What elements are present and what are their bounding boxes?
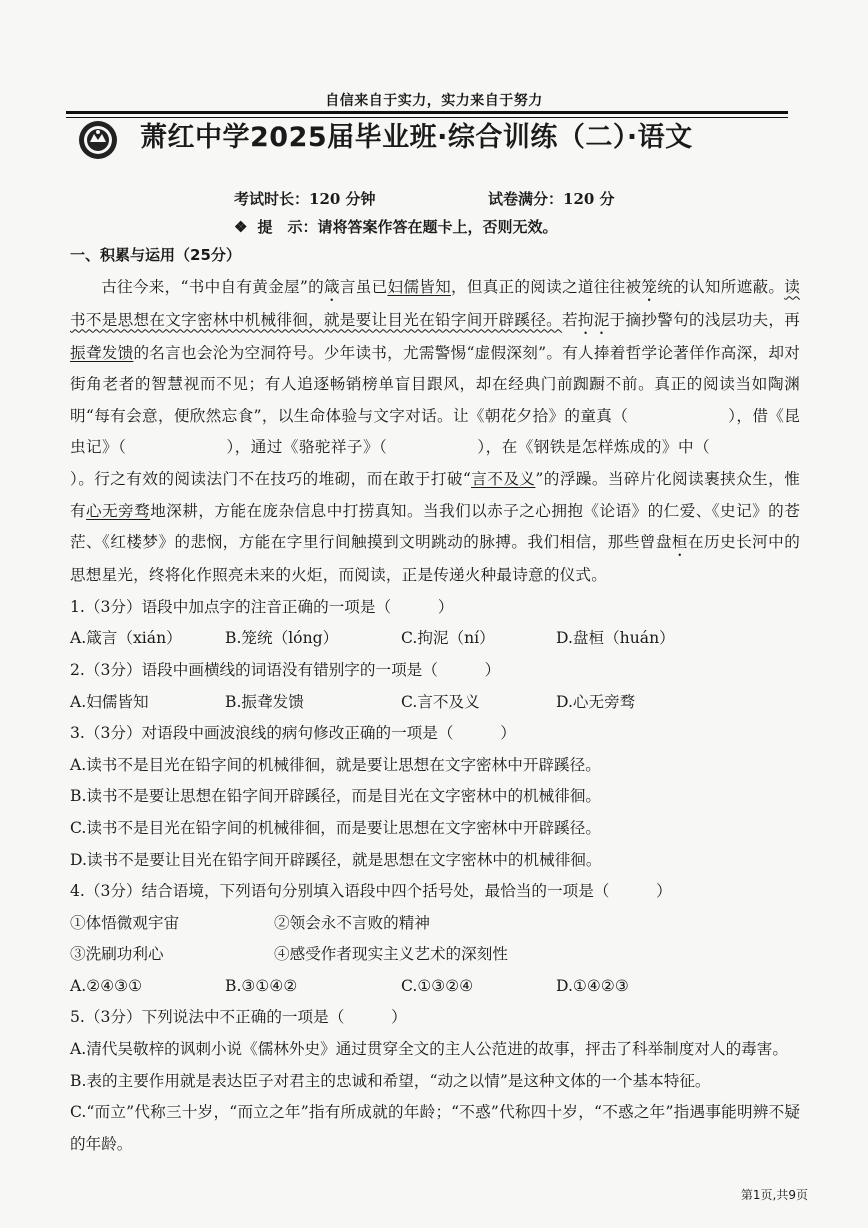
- question-4-options: [70, 971, 800, 1003]
- question-5-stem: 5.（3分）下列说法中不正确的一项是（ ）: [70, 1008, 407, 1027]
- option-a[interactable]: A.妇儒皆知: [70, 692, 149, 711]
- option-c[interactable]: C.“而立”代称三十岁，“而立之年”指有所成就的年龄；“不惑”代称四十岁，“不惑之年”指遇事能明辨不疑的年龄。: [70, 1103, 800, 1153]
- question-3-stem: 3.（3分）对语段中画波浪线的病句修改正确的一项是（ ）: [70, 724, 516, 743]
- option-d[interactable]: D.心无旁骛: [556, 692, 636, 711]
- school-emblem-icon: [78, 120, 118, 160]
- option-a[interactable]: A.箴言（xián）: [70, 629, 182, 648]
- dotted-char: 桓: [671, 533, 688, 552]
- reading-passage: 古往今来，“书中自有黄金屋”的箴言虽已妇儒皆知，但真正的阅读之道往往被笼统的认知所遮蔽。读书不是思想在文字密林中机械徘徊，就是要让目光在铅字间开辟蹊径。若拘泥于摘抄警句的浅层功夫，再振聋发馈的名言也会沦为空洞符号。少年读书，尤需警惕“虚假深刻”。有人捧着哲学论著佯作高深，却对街角老者的智慧视而不见；有人追逐畅销榜单盲目跟风，却在经典门前踟蹰不前。真正的阅读当如陶渊明“每有会意，便欣然忘食”，以生命体验与文字对话。让《朝花夕拾》的童真（ ），借《昆虫记》（ ），通过《骆驼祥子》（ ），在《钢铁是怎样炼成的》中（）。行之有效的阅读法门不在技巧的堆砌，而在敢于打破“言不及义”的浮躁。当碎片化阅读裹挟众生，惟有心无旁骛地深耕，方能在庞杂信息中打捞真知。当我们以赤子之心拥抱《论语》的仁爱、《史记》的苍茫、《红楼梦》的悲悯，方能在字里行间触摸到文明跳动的脉搏。我们相信，那些曾盘桓在历史长河中的思想星光，终将化作照亮未来的火炬，而阅读，正是传递火种最诗意的仪式。: [70, 277, 800, 585]
- answer-hint: [234, 216, 557, 237]
- option-c[interactable]: C.读书不是目光在铅字间的机械徘徊，而是要让思想在文字密林中开辟蹊径。: [70, 818, 601, 837]
- underlined-word: 振聋发馈: [70, 343, 134, 362]
- full-score: 试卷满分：120 分: [488, 190, 615, 208]
- exam-time: 考试时长：120 分钟: [234, 190, 376, 208]
- motto: 自信来自于实力，实力来自于努力: [325, 93, 543, 109]
- question-1-options: [70, 623, 800, 655]
- option-d[interactable]: D.①④②③: [556, 976, 629, 995]
- option-a[interactable]: A.读书不是目光在铅字间的机械徘徊，就是要让思想在文字密林中开辟蹊径。: [70, 755, 601, 774]
- dotted-char: 箴: [323, 277, 340, 296]
- option-b[interactable]: B.表的主要作用就是表达臣子对君主的忠诚和希望，“动之以情”是这种文体的一个基本特征。: [70, 1071, 711, 1090]
- dotted-char: 拘泥: [577, 310, 610, 329]
- hint-label: 提 示：: [257, 218, 318, 236]
- item-1: ①体悟微观宇宙: [70, 913, 180, 932]
- underlined-word: 言不及义: [471, 469, 536, 488]
- question-4-items: [70, 908, 800, 940]
- header-rule: [66, 111, 788, 114]
- question-2-options: [70, 687, 800, 719]
- question-1-stem: 1.（3分）语段中加点字的注音正确的一项是（ ）: [70, 597, 454, 616]
- option-c[interactable]: C.言不及义: [401, 692, 480, 711]
- option-b[interactable]: B.读书不是要让思想在铅字间开辟蹊径，而是目光在文字密林中的机械徘徊。: [70, 787, 602, 806]
- option-a[interactable]: A.清代吴敬梓的讽刺小说《儒林外史》通过贯穿全文的主人公范进的故事，抨击了科举制度对人的毒害。: [70, 1040, 788, 1059]
- option-b[interactable]: B.振聋发馈: [225, 692, 304, 711]
- dotted-char: 笼: [641, 277, 658, 296]
- item-3: ③洗刷功利心: [70, 945, 164, 964]
- option-d[interactable]: D.读书不是要让目光在铅字间开辟蹊径，就是思想在文字密林中的机械徘徊。: [70, 850, 602, 869]
- option-b[interactable]: B.③①④②: [225, 976, 298, 995]
- wavy-sentence: 读书不是思想在文字密林中机械徘徊，就是要让目光在铅字间开辟蹊径。: [70, 277, 800, 329]
- item-4: ④感受作者现实主义艺术的深刻性: [274, 945, 508, 964]
- underlined-word: 妇儒皆知: [387, 277, 451, 296]
- page-number: 第1页,共9页: [740, 1188, 808, 1202]
- option-c[interactable]: C.①③②④: [401, 976, 474, 995]
- exam-content: [70, 240, 800, 1160]
- underlined-word: 心无旁骛: [86, 501, 151, 520]
- exam-title: 萧红中学2025届毕业班·综合训练（二）·语文: [140, 122, 693, 153]
- question-4-items: [70, 939, 800, 971]
- hint-text: 请将答案作答在题卡上，否则无效。: [317, 218, 558, 236]
- option-a[interactable]: A.②④③①: [70, 976, 143, 995]
- item-2: ②领会永不言败的精神: [274, 913, 430, 932]
- option-b[interactable]: B.笼统（lóng）: [225, 629, 339, 648]
- option-d[interactable]: D.盘桓（huán）: [556, 629, 675, 648]
- question-2-stem: 2.（3分）语段中画横线的词语没有错别字的一项是（ ）: [70, 660, 501, 679]
- option-c[interactable]: C.拘泥（ní）: [401, 629, 495, 648]
- hint-mark-icon: ❖: [234, 218, 248, 236]
- section-title: 一、积累与运用（25分）: [70, 246, 241, 264]
- question-4-stem: 4.（3分）结合语境，下列语句分别填入语段中四个括号处，最恰当的一项是（ ）: [70, 882, 672, 901]
